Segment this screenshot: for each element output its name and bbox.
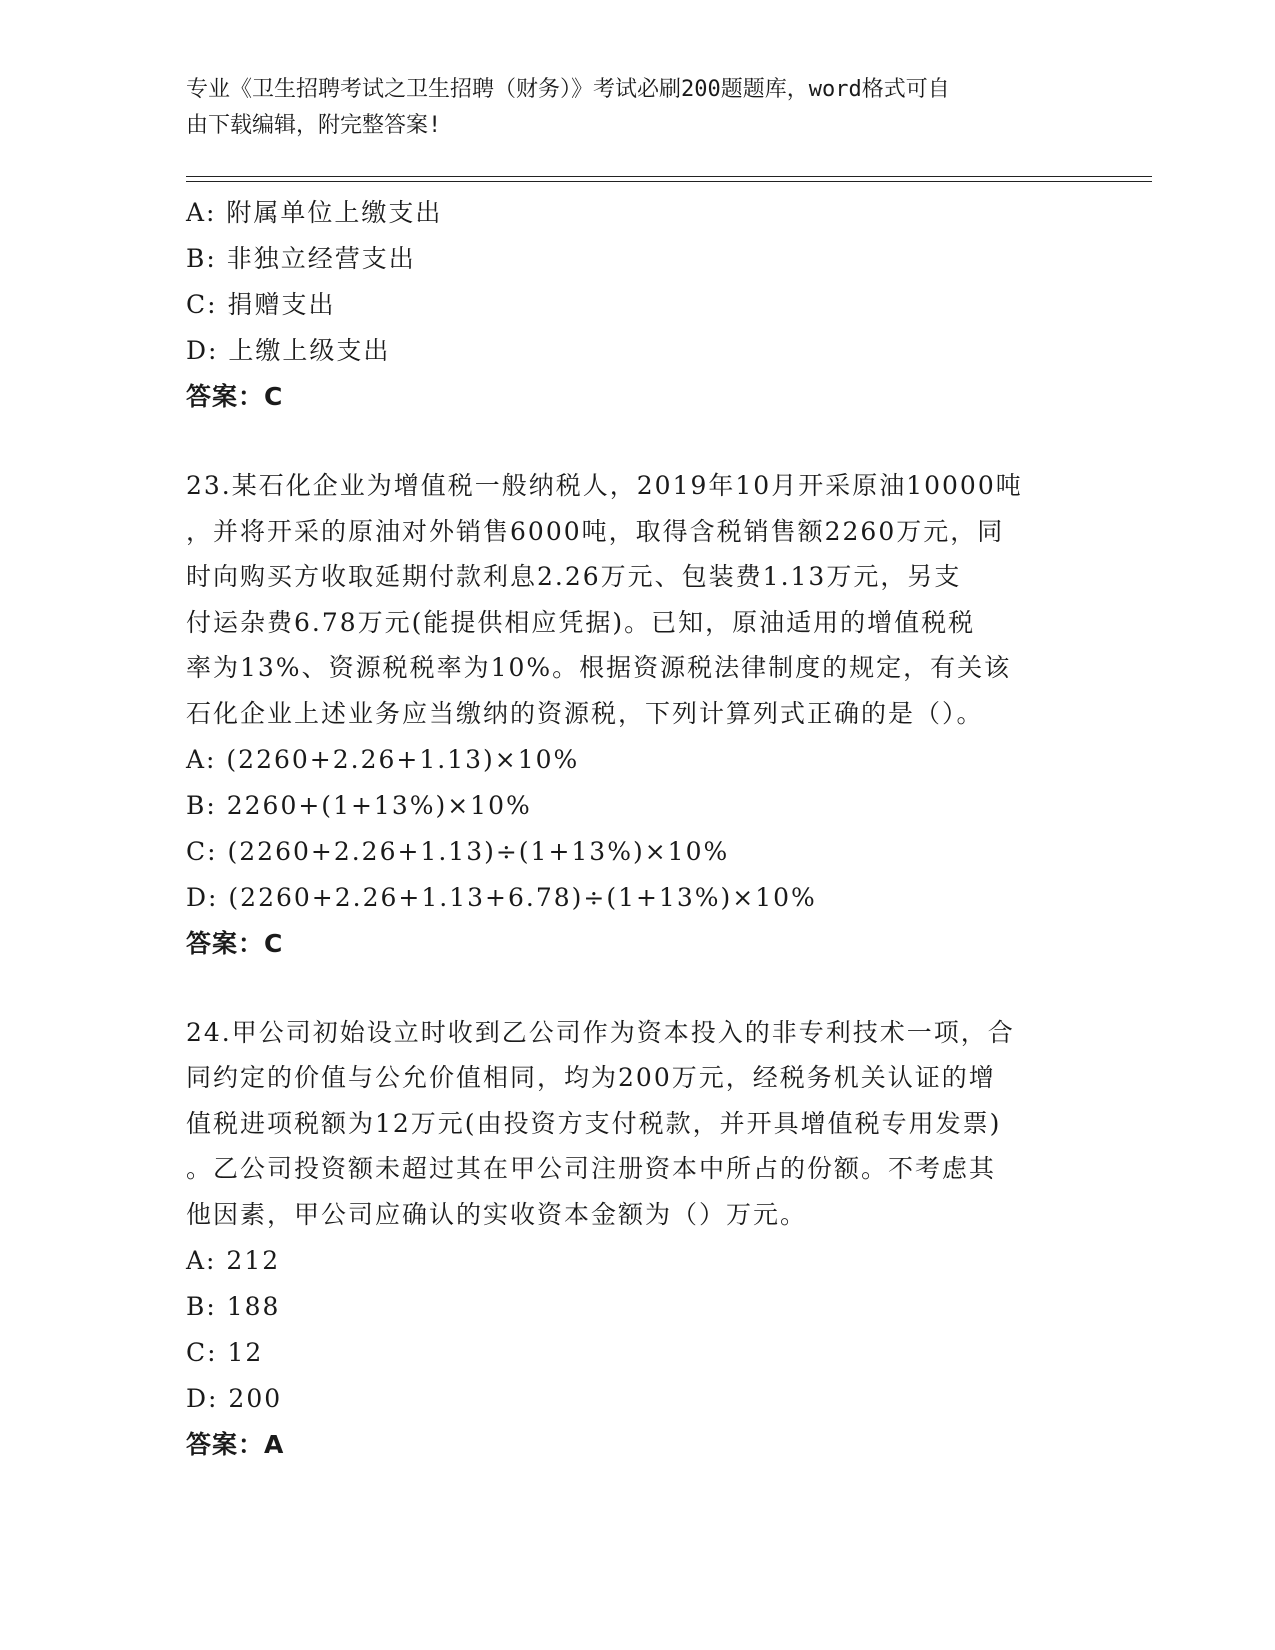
option-b: B: 非独立经营支出 [186,244,416,273]
question-24-block [186,1010,1066,1468]
document-header [186,72,1066,144]
question-line: 时向购买方收取延期付款利息2.26万元、包装费1.13万元，另支 [186,562,962,592]
option-d: D: (2260+2.26+1.13+6.78)÷(1+13%)×10% [186,882,817,912]
question-text [186,1010,1066,1238]
header-line-2: 由下载编辑，附完整答案! [186,113,442,138]
option-a: A: 附属单位上缴支出 [186,198,443,227]
header-line-1: 专业《卫生招聘考试之卫生招聘（财务）》考试必刷200题题库，word格式可自 [186,77,950,102]
option-c: C: 捐赠支出 [186,290,336,319]
question-line: 23.某石化企业为增值税一般纳税人，2019年10月开采原油10000吨 [186,471,1023,500]
answer: 答案：C [186,928,284,958]
question-22-block [186,190,1066,420]
document-body [186,190,1066,1468]
answer: 答案：A [186,1429,285,1459]
option-c: C: 12 [186,1337,264,1367]
header-divider-bottom [186,181,1152,182]
question-23-block [186,463,1066,967]
question-line: 同约定的价值与公允价值相同，均为200万元，经税务机关认证的增 [186,1063,996,1093]
question-text [186,463,1066,737]
option-a: A: (2260+2.26+1.13)×10% [186,744,580,774]
question-line: 他因素，甲公司应确认的实收资本金额为（）万元。 [186,1199,808,1229]
option-d: D: 200 [186,1383,283,1413]
header-divider-top [186,176,1152,177]
question-line: 石化企业上述业务应当缴纳的资源税，下列计算列式正确的是（）。 [186,698,984,728]
question-line: 。乙公司投资额未超过其在甲公司注册资本中所占的份额。不考虑其 [186,1154,997,1184]
option-d: D: 上缴上级支出 [186,336,391,365]
question-line: 率为13%、资源税税率为10%。根据资源税法律制度的规定，有关该 [186,653,1012,683]
answer: 答案：C [186,382,284,411]
spacer [186,967,1066,1010]
option-c: C: (2260+2.26+1.13)÷(1+13%)×10% [186,836,730,866]
question-line: 24.甲公司初始设立时收到乙公司作为资本投入的非专利技术一项，合 [186,1017,1015,1047]
spacer [186,420,1066,463]
question-line: 值税进项税额为12万元(由投资方支付税款，并开具增值税专用发票) [186,1108,1002,1138]
question-line: 付运杂费6.78万元(能提供相应凭据)。已知，原油适用的增值税税 [186,607,976,637]
option-b: B: 188 [186,1291,281,1321]
option-b: B: 2260+(1+13%)×10% [186,790,532,820]
option-a: A: 212 [186,1245,281,1275]
question-line: ，并将开采的原油对外销售6000吨，取得含税销售额2260万元，同 [186,516,1005,546]
